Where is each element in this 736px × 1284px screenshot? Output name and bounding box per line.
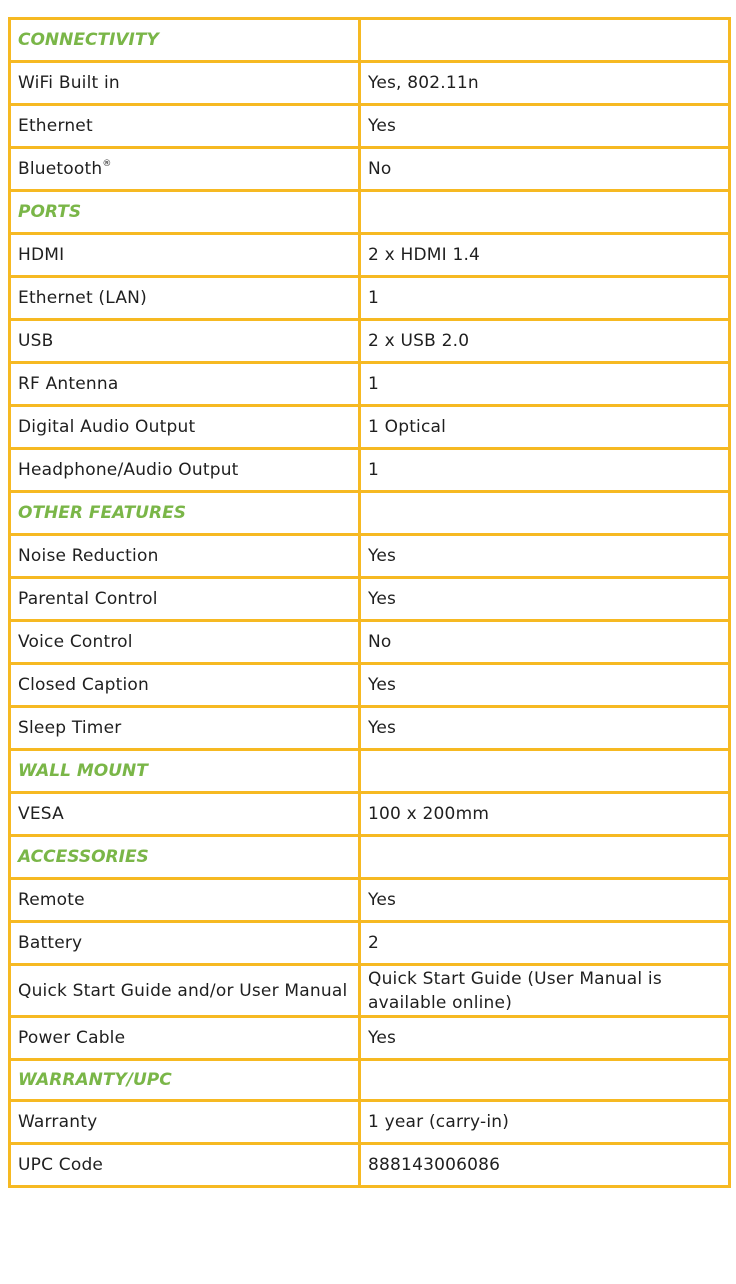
spec-label: Warranty: [10, 1101, 360, 1144]
spec-value: 888143006086: [360, 1144, 730, 1187]
table-row: [10, 922, 730, 965]
section-title: OTHER FEATURES: [10, 492, 360, 535]
spec-value: Yes: [360, 1017, 730, 1060]
table-row: [10, 879, 730, 922]
spec-label: Ethernet (LAN): [10, 277, 360, 320]
spec-value: 2: [360, 922, 730, 965]
spec-value: Yes: [360, 879, 730, 922]
table-row: [10, 363, 730, 406]
table-row: [10, 62, 730, 105]
table-row: [10, 707, 730, 750]
spec-label: HDMI: [10, 234, 360, 277]
spec-label: Bluetooth: [18, 159, 103, 179]
spec-value: 1 Optical: [360, 406, 730, 449]
section-header-warranty-upc: [10, 1060, 730, 1101]
spec-label: Power Cable: [10, 1017, 360, 1060]
table-row: [10, 1144, 730, 1187]
table-row: [10, 965, 730, 1017]
spec-label: USB: [10, 320, 360, 363]
spec-label: Sleep Timer: [10, 707, 360, 750]
registered-mark: ®: [102, 159, 112, 169]
section-header-wall-mount: [10, 750, 730, 793]
table-row: [10, 1101, 730, 1144]
spec-value: 1: [360, 363, 730, 406]
spec-label: Ethernet: [10, 105, 360, 148]
spec-label: Noise Reduction: [10, 535, 360, 578]
spec-table: [8, 17, 731, 1188]
spec-value: 2 x HDMI 1.4: [360, 234, 730, 277]
spec-value: 1 year (carry-in): [360, 1101, 730, 1144]
section-title: WALL MOUNT: [10, 750, 360, 793]
spec-value: Yes: [360, 707, 730, 750]
spec-label: RF Antenna: [10, 363, 360, 406]
spec-value: No: [360, 621, 730, 664]
table-row: [10, 277, 730, 320]
table-row: [10, 105, 730, 148]
table-row: [10, 234, 730, 277]
spec-label: Parental Control: [10, 578, 360, 621]
table-row: [10, 320, 730, 363]
table-row: [10, 793, 730, 836]
spec-value: Yes, 802.11n: [360, 62, 730, 105]
section-empty-cell: [360, 191, 730, 234]
table-row: [10, 621, 730, 664]
spec-label: Battery: [10, 922, 360, 965]
table-row: [10, 406, 730, 449]
spec-label: UPC Code: [10, 1144, 360, 1187]
section-title: ACCESSORIES: [10, 836, 360, 879]
spec-value: Yes: [360, 578, 730, 621]
spec-label: Digital Audio Output: [10, 406, 360, 449]
spec-label: Quick Start Guide and/or User Manual: [10, 965, 360, 1017]
spec-value: 1: [360, 277, 730, 320]
section-title: CONNECTIVITY: [10, 19, 360, 62]
spec-label-cell: [10, 148, 360, 191]
table-row: [10, 535, 730, 578]
section-header-ports: [10, 191, 730, 234]
spec-value: Yes: [360, 535, 730, 578]
spec-label: Remote: [10, 879, 360, 922]
spec-label: Headphone/Audio Output: [10, 449, 360, 492]
table-row: [10, 578, 730, 621]
section-empty-cell: [360, 492, 730, 535]
section-empty-cell: [360, 19, 730, 62]
spec-value: No: [360, 148, 730, 191]
spec-label: VESA: [10, 793, 360, 836]
table-row: [10, 664, 730, 707]
spec-value: Yes: [360, 664, 730, 707]
spec-value: Quick Start Guide (User Manual is available online): [360, 965, 730, 1017]
spec-value: 1: [360, 449, 730, 492]
spec-value: 100 x 200mm: [360, 793, 730, 836]
table-row: [10, 449, 730, 492]
section-empty-cell: [360, 1060, 730, 1101]
spec-value: Yes: [360, 105, 730, 148]
section-header-connectivity: [10, 19, 730, 62]
section-header-accessories: [10, 836, 730, 879]
table-row: [10, 148, 730, 191]
spec-label: WiFi Built in: [10, 62, 360, 105]
section-title: PORTS: [10, 191, 360, 234]
section-header-other-features: [10, 492, 730, 535]
section-empty-cell: [360, 836, 730, 879]
spec-label: Closed Caption: [10, 664, 360, 707]
table-row: [10, 1017, 730, 1060]
section-empty-cell: [360, 750, 730, 793]
spec-label: Voice Control: [10, 621, 360, 664]
section-title: WARRANTY/UPC: [10, 1060, 360, 1101]
spec-value: 2 x USB 2.0: [360, 320, 730, 363]
